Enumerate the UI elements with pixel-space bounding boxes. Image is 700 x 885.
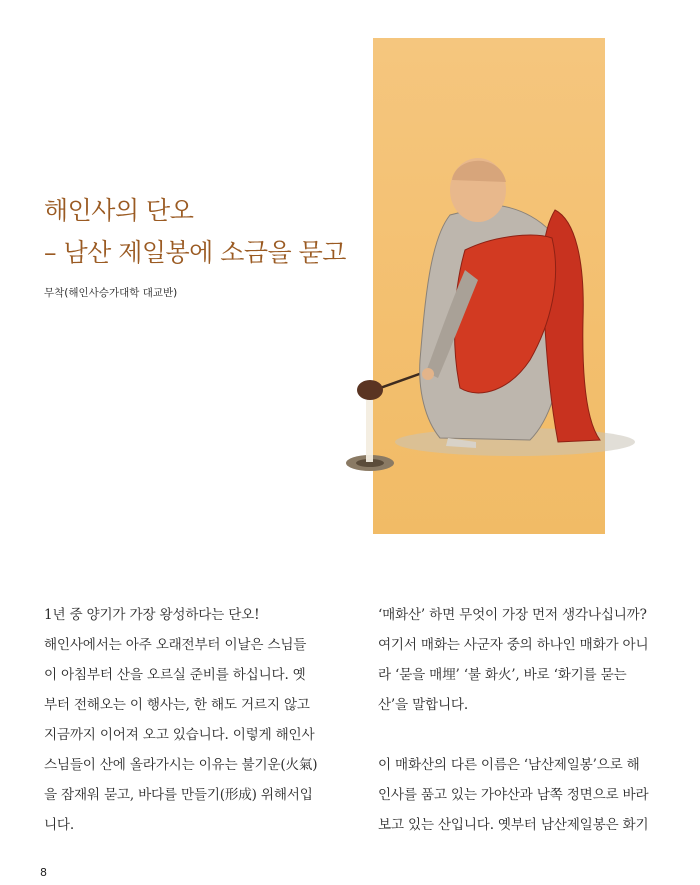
body-column-right <box>378 600 648 840</box>
body-line: 을 잠재워 묻고, 바다를 만들기(形成) 위해서입 <box>44 787 313 803</box>
body-line: ‘매화산’ 하면 무엇이 가장 먼저 생각나십니까? <box>378 607 647 623</box>
body-line: 지금까지 이어져 오고 있습니다. 이렇게 해인사 <box>44 727 315 743</box>
body-line: 인사를 품고 있는 가야산과 남쪽 정면으로 바라 <box>378 787 649 803</box>
author-byline: 무착(해인사승가대학 대교반) <box>44 287 178 299</box>
body-line: 니다. <box>44 817 74 833</box>
page-number: 8 <box>40 866 47 879</box>
body-column-left <box>44 600 317 840</box>
title-line-1: 해인사의 단오 <box>44 196 194 225</box>
paragraph-gap <box>378 720 648 750</box>
monk-illustration <box>300 120 700 500</box>
body-line: 1년 중 양기가 가장 왕성하다는 단오! <box>44 607 260 623</box>
body-line: 라 ‘묻을 매埋’ ‘불 화火’, 바로 ‘화기를 묻는 <box>378 667 627 683</box>
body-line: 보고 있는 산입니다. 옛부터 남산제일봉은 화기 <box>378 817 649 833</box>
body-line: 여기서 매화는 사군자 중의 하나인 매화가 아니 <box>378 637 649 653</box>
body-line: 스님들이 산에 올라가시는 이유는 불기운(火氣) <box>44 757 318 773</box>
body-line: 산’을 말합니다. <box>378 697 468 713</box>
body-line: 이 매화산의 다른 이름은 ‘남산제일봉’으로 해 <box>378 757 640 773</box>
ladle-handle <box>380 372 425 388</box>
salt-stream <box>366 400 373 462</box>
ladle-bowl <box>357 380 383 400</box>
body-line: 부터 전해오는 이 행사는, 한 해도 거르지 않고 <box>44 697 310 713</box>
body-line: 이 아침부터 산을 오르실 준비를 하십니다. 옛 <box>44 667 306 683</box>
title-line-2: – 남산 제일봉에 소금을 묻고 <box>44 238 346 267</box>
body-line: 해인사에서는 아주 오래전부터 이날은 스님들 <box>44 637 307 653</box>
monk-hand <box>422 368 434 380</box>
